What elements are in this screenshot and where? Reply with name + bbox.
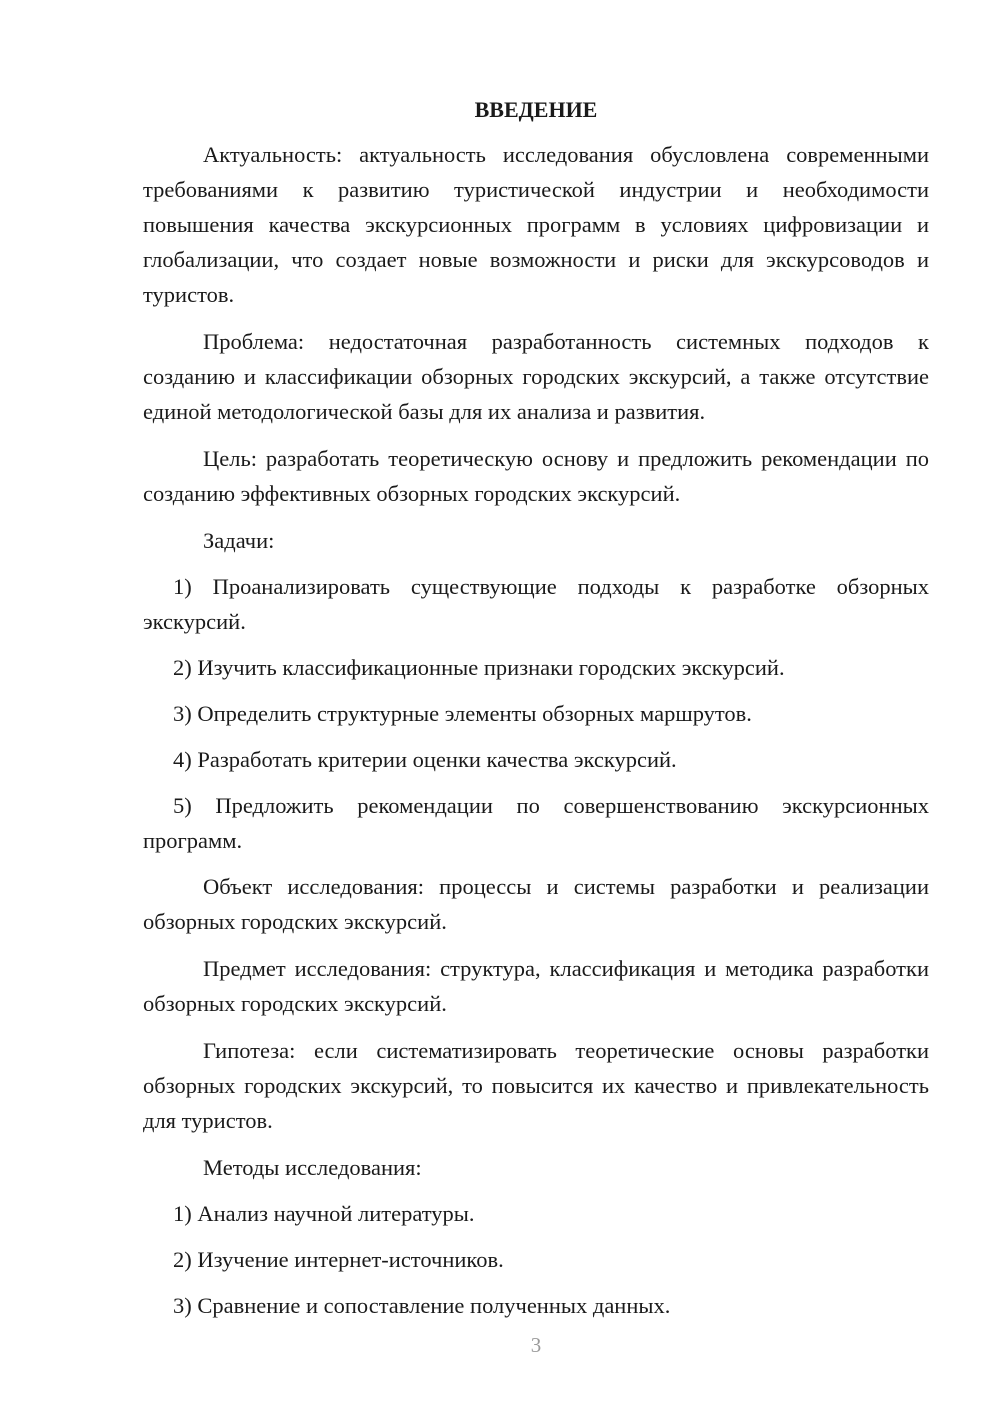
- task-item: 4) Разработать критерии оценки качества экскурсий.: [173, 747, 677, 772]
- page-number: 3: [530, 1333, 542, 1357]
- tasks-label: Задачи:: [203, 528, 275, 553]
- subject-paragraph: Предмет исследования: структура, классификация и методика разработки обзорных городских экскурсий.: [143, 956, 929, 1016]
- page-content: [143, 95, 929, 1334]
- section-heading: ВВЕДЕНИЕ: [474, 97, 598, 122]
- task-item: 1) Проанализировать существующие подходы к разработке обзорных экскурсий.: [143, 574, 929, 634]
- method-item: 1) Анализ научной литературы.: [173, 1201, 475, 1226]
- object-paragraph: Объект исследования: процессы и системы разработки и реализации обзорных городских экскурсий.: [143, 874, 929, 934]
- method-item: 3) Сравнение и сопоставление полученных данных.: [173, 1293, 671, 1318]
- goal-paragraph: Цель: разработать теоретическую основу и предложить рекомендации по созданию эффективных обзорных городских экскурсий.: [143, 446, 929, 506]
- task-item: 3) Определить структурные элементы обзорных маршрутов.: [173, 701, 752, 726]
- methods-label: Методы исследования:: [203, 1155, 422, 1180]
- task-item: 5) Предложить рекомендации по совершенствованию экскурсионных программ.: [143, 793, 929, 853]
- hypothesis-paragraph: Гипотеза: если систематизировать теоретические основы разработки обзорных городских экскурсий, то повысится их качество и привлекательность для туристов.: [143, 1038, 929, 1133]
- method-item: 2) Изучение интернет-источников.: [173, 1247, 504, 1272]
- actuality-paragraph: Актуальность: актуальность исследования обусловлена современными требованиями к развитию туристической индустрии и необходимости повышения качества экскурсионных программ в условиях цифровизации и глобализации, что создает новые возможности и риски для экскурсоводов и туристов.: [143, 142, 929, 307]
- problem-paragraph: Проблема: недостаточная разработанность системных подходов к созданию и классификации обзорных городских экскурсий, а также отсутствие единой методологической базы для их анализа и развития.: [143, 329, 929, 424]
- task-item: 2) Изучить классификационные признаки городских экскурсий.: [173, 655, 785, 680]
